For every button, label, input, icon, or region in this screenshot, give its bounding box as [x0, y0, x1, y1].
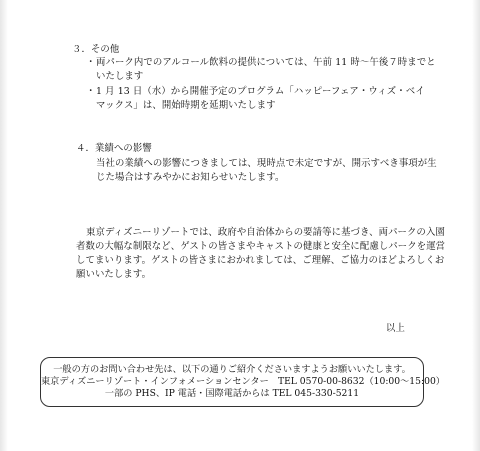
contact-notice-box [40, 357, 445, 407]
closing-line-2: 者数の大幅な制限など、ゲストの皆さまやキャストの健康と安全に配慮しパークを運営 [76, 241, 446, 252]
bullet-1-mark: ・ [86, 57, 96, 68]
section-4-heading: ４．業績への影響 [76, 143, 152, 154]
closing-line-3: してまいります。ゲストの皆さまにおかれましては、ご理解、ご協力のほどよろしくお [76, 255, 445, 266]
notice-line-1: 一般の方のお問い合わせ先は、以下の通りご紹介くださいますようお願いいたします。 [53, 364, 411, 375]
page-left-edge [0, 0, 8, 451]
section-4-line-2: じた場合はすみやかにお知らせいたします。 [96, 172, 285, 183]
bullet-2-line-2: マックス」は、開始時期を延期いたします [96, 100, 276, 111]
bullet-2-mark: ・ [86, 86, 96, 97]
section-4-line-1: 当社の業績への影響につきましては、現時点で未定ですが、開示すべき事項が生 [96, 158, 437, 169]
bullet-2-line-1: 1 月 13 日（水）から開催予定のプログラム「ハッピーフェア・ウィズ・ベイ [96, 86, 425, 97]
page-right-edge [472, 0, 480, 451]
notice-line-3: 一部の PHS、IP 電話・国際電話からは TEL 045-330-5211 [104, 388, 360, 399]
signoff: 以上 [386, 323, 405, 334]
notice-line-2: 東京ディズニーリゾート・インフォメーションセンター TEL 0570-00-8632（10:00～15:00） [41, 376, 445, 387]
closing-line-1: 東京ディズニーリゾートでは、政府や自治体からの要請等に基づき、両パークの入園 [86, 227, 445, 238]
section-3-heading: ３．その他 [72, 44, 120, 55]
closing-line-4: 願いいたします。 [76, 269, 152, 280]
bullet-1-line-2: いたします [96, 71, 144, 82]
bullet-1-line-1: 両パーク内でのアルコール飲料の提供については、午前 11 時～午後７時までと [96, 57, 436, 68]
